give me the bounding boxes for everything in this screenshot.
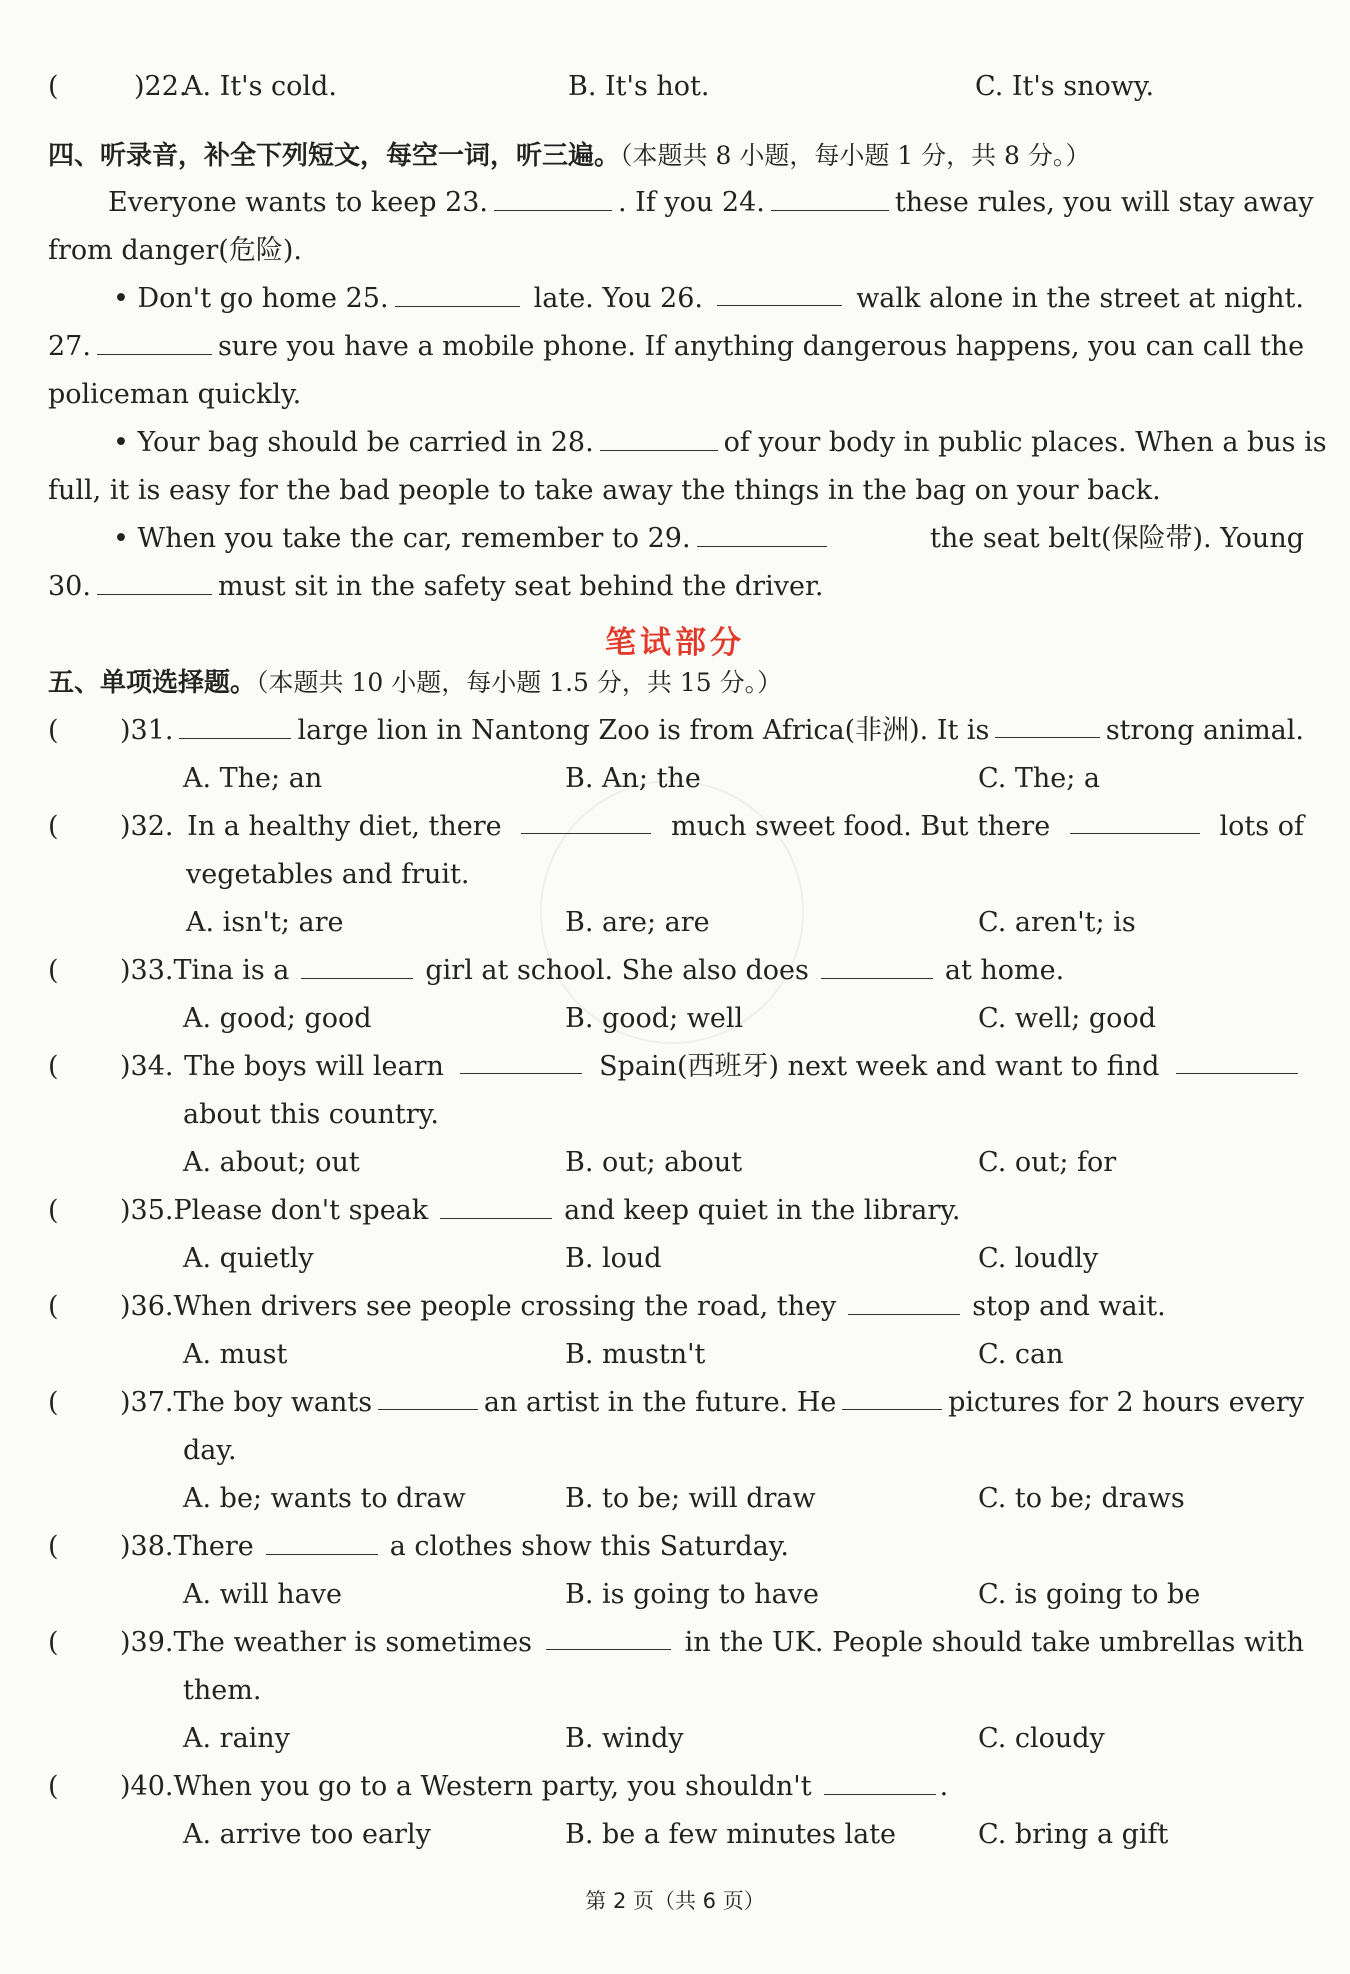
- q31-number: )31.: [120, 715, 174, 746]
- q34-option-c: C. out; for: [978, 1147, 1117, 1178]
- q39-option-b: B. windy: [565, 1723, 684, 1754]
- q38-option-a: A. will have: [183, 1579, 342, 1610]
- q34-stem: [120, 1047, 1304, 1087]
- p1-text-c: these rules, you will stay away: [894, 187, 1314, 218]
- q31-blank-2: [995, 711, 1099, 738]
- passage-line-3: [113, 279, 1304, 319]
- answer-paren: (: [48, 955, 59, 986]
- q40-option-a: A. arrive too early: [183, 1819, 431, 1850]
- blank-27: [97, 328, 212, 355]
- section4-title: 四、听录音，补全下列短文，每空一词，听三遍。: [48, 141, 621, 171]
- q35-stem: [120, 1191, 961, 1231]
- answer-paren: (: [48, 715, 59, 746]
- q32-text-2: much sweet food. But there: [671, 811, 1051, 842]
- q39-option-c: C. cloudy: [978, 1723, 1105, 1754]
- q31-option-c: C. The; a: [978, 763, 1101, 794]
- q35-blank: [440, 1192, 552, 1219]
- q35-number: )35.: [120, 1195, 174, 1226]
- q31-stem: [120, 711, 1304, 751]
- q40-text-2: .: [939, 1771, 949, 1802]
- passage-line-5: policeman quickly.: [48, 379, 302, 410]
- q36-stem: [120, 1287, 1166, 1327]
- q37-text-3: pictures for 2 hours every: [948, 1387, 1304, 1418]
- q33-option-a: A. good; good: [183, 1003, 372, 1034]
- q33-number: )33.: [120, 955, 174, 986]
- blank-30: [97, 568, 212, 595]
- answer-paren: (: [48, 1627, 59, 1658]
- q31-option-b: B. An; the: [565, 763, 701, 794]
- q38-option-b: B. is going to have: [565, 1579, 819, 1610]
- q39-number: )39.: [120, 1627, 174, 1658]
- q33-option-b: B. good; well: [565, 1003, 744, 1034]
- p2-text-a: • Don't go home 25.: [113, 283, 389, 314]
- passage-line-8: [113, 519, 1304, 559]
- q39-text-2: in the UK. People should take umbrellas with: [684, 1627, 1304, 1658]
- q39-text-1: The weather is sometimes: [173, 1627, 533, 1658]
- p2-text-e: sure you have a mobile phone. If anything dangerous happens, you can call the: [217, 331, 1305, 362]
- q34-number: )34.: [120, 1051, 174, 1082]
- q38-text-2: a clothes show this Saturday.: [389, 1531, 789, 1562]
- q39-text-3: them.: [183, 1675, 262, 1706]
- q32-blank-2: [1070, 807, 1200, 834]
- q37-option-c: C. to be; draws: [978, 1483, 1185, 1514]
- q40-option-c: C. bring a gift: [978, 1819, 1169, 1850]
- q33-blank-1: [301, 952, 413, 979]
- passage-line-6: [113, 423, 1327, 463]
- passage-line-7: full, it is easy for the bad people to take away the things in the bag on your back.: [48, 475, 1161, 506]
- q35-option-c: C. loudly: [978, 1243, 1099, 1274]
- q34-option-b: B. out; about: [565, 1147, 743, 1178]
- blank-28: [600, 424, 718, 451]
- q36-option-c: C. can: [978, 1339, 1064, 1370]
- p1-text-a: Everyone wants to keep 23.: [108, 187, 489, 218]
- section4-heading: [48, 136, 1090, 176]
- blank-23: [494, 184, 612, 211]
- q35-text-1: Please don't speak: [173, 1195, 429, 1226]
- answer-paren: (: [48, 1387, 59, 1418]
- q40-option-b: B. be a few minutes late: [565, 1819, 897, 1850]
- answer-paren: (: [48, 1771, 59, 1802]
- q36-number: )36.: [120, 1291, 174, 1322]
- p3-text-a: • Your bag should be carried in 28.: [113, 427, 594, 458]
- q32-text-3: lots of: [1219, 811, 1304, 842]
- answer-paren: (: [48, 71, 59, 102]
- q37-text-1: The boy wants: [173, 1387, 373, 1418]
- q32-text-1: In a healthy diet, there: [187, 811, 502, 842]
- q31-option-a: A. The; an: [183, 763, 323, 794]
- q40-stem: [120, 1767, 948, 1807]
- q38-text-1: There: [173, 1531, 254, 1562]
- blank-24: [771, 184, 889, 211]
- p1-text-b: . If you 24.: [618, 187, 765, 218]
- q37-text-2: an artist in the future. He: [483, 1387, 837, 1418]
- q34-blank-2: [1176, 1047, 1298, 1074]
- answer-paren: (: [48, 1291, 59, 1322]
- q38-number: )38.: [120, 1531, 174, 1562]
- q22-number: )22.: [134, 71, 188, 102]
- q38-stem: [120, 1527, 789, 1567]
- q22-option-c: C. It's snowy.: [975, 71, 1155, 102]
- q32-stem: [120, 807, 1304, 847]
- q39-option-a: A. rainy: [183, 1723, 290, 1754]
- p2-text-b: late. You 26.: [533, 283, 703, 314]
- p4-text-d: must sit in the safety seat behind the driver.: [217, 571, 824, 602]
- q40-number: )40.: [120, 1771, 174, 1802]
- q33-stem: [120, 951, 1064, 991]
- q37-number: )37.: [120, 1387, 174, 1418]
- q36-blank: [848, 1288, 960, 1315]
- q39-blank: [546, 1623, 671, 1650]
- q36-text-2: stop and wait.: [972, 1291, 1166, 1322]
- q34-text-3: about this country.: [183, 1099, 439, 1130]
- page-number: 第 2 页（共 6 页）: [585, 1889, 765, 1913]
- q33-option-c: C. well; good: [978, 1003, 1156, 1034]
- q22-option-a: A. It's cold.: [183, 71, 337, 102]
- passage-line-2: from danger(危险).: [48, 235, 302, 266]
- q33-blank-2: [821, 952, 933, 979]
- p4-text-b: the seat belt(保险带). Young: [930, 523, 1304, 554]
- q34-blank-1: [460, 1047, 582, 1074]
- p4-text-c: 30.: [48, 571, 91, 602]
- q32-blank-1: [521, 807, 651, 834]
- q33-text-3: at home.: [944, 955, 1065, 986]
- q32-option-a: A. isn't; are: [186, 907, 344, 938]
- passage-line-4: [48, 327, 1304, 367]
- p3-text-b: of your body in public places. When a bus is: [723, 427, 1327, 458]
- section5-title: 五、单项选择题。: [48, 668, 257, 698]
- q37-stem: [120, 1383, 1304, 1423]
- passage-line-1: [108, 183, 1314, 223]
- q37-option-a: A. be; wants to draw: [183, 1483, 466, 1514]
- q22-option-b: B. It's hot.: [568, 71, 710, 102]
- answer-paren: (: [48, 811, 59, 842]
- q33-text-2: girl at school. She also does: [425, 955, 809, 986]
- q39-stem: [120, 1623, 1304, 1663]
- p2-text-d: 27.: [48, 331, 91, 362]
- q34-text-2: Spain(西班牙) next week and want to find: [599, 1051, 1160, 1082]
- q37-blank-1: [378, 1383, 478, 1410]
- q37-option-b: B. to be; will draw: [565, 1483, 816, 1514]
- q32-number: )32.: [120, 811, 174, 842]
- p2-text-c: walk alone in the street at night.: [856, 283, 1304, 314]
- blank-25: [395, 280, 520, 307]
- q31-text-2: strong animal.: [1105, 715, 1304, 746]
- q38-option-c: C. is going to be: [978, 1579, 1201, 1610]
- blank-29: [697, 520, 827, 547]
- q37-text-4: day.: [183, 1435, 237, 1466]
- q31-text-1: large lion in Nantong Zoo is from Africa(非洲). It is: [297, 715, 990, 746]
- answer-paren: (: [48, 1195, 59, 1226]
- q34-option-a: A. about; out: [183, 1147, 360, 1178]
- q31-blank-1: [179, 712, 291, 739]
- q38-blank: [266, 1528, 378, 1555]
- q34-text-1: The boys will learn: [184, 1051, 444, 1082]
- blank-26: [717, 279, 842, 306]
- q36-text-1: When drivers see people crossing the road, they: [173, 1291, 837, 1322]
- section5-heading: [48, 663, 782, 703]
- answer-paren: (: [48, 1531, 59, 1562]
- q32-option-c: C. aren't; is: [978, 907, 1136, 938]
- answer-paren: (: [48, 1051, 59, 1082]
- q35-option-a: A. quietly: [183, 1243, 314, 1274]
- q36-option-a: A. must: [183, 1339, 288, 1370]
- section4-note: （本题共 8 小题，每小题 1 分，共 8 分。）: [620, 141, 1091, 170]
- q35-text-2: and keep quiet in the library.: [564, 1195, 961, 1226]
- q32-option-b: B. are; are: [565, 907, 710, 938]
- p4-text-a: • When you take the car, remember to 29.: [113, 523, 691, 554]
- q32-text-4: vegetables and fruit.: [186, 859, 470, 890]
- q40-blank: [824, 1768, 936, 1795]
- section5-note: （本题共 10 小题，每小题 1.5 分，共 15 分。）: [256, 668, 783, 697]
- q37-blank-2: [842, 1383, 942, 1410]
- written-part-title: 笔试部分: [605, 625, 745, 661]
- passage-line-9: [48, 567, 823, 607]
- q35-option-b: B. loud: [565, 1243, 662, 1274]
- q33-text-1: Tina is a: [173, 955, 290, 986]
- q36-option-b: B. mustn't: [565, 1339, 706, 1370]
- q40-text-1: When you go to a Western party, you shouldn't: [173, 1771, 812, 1802]
